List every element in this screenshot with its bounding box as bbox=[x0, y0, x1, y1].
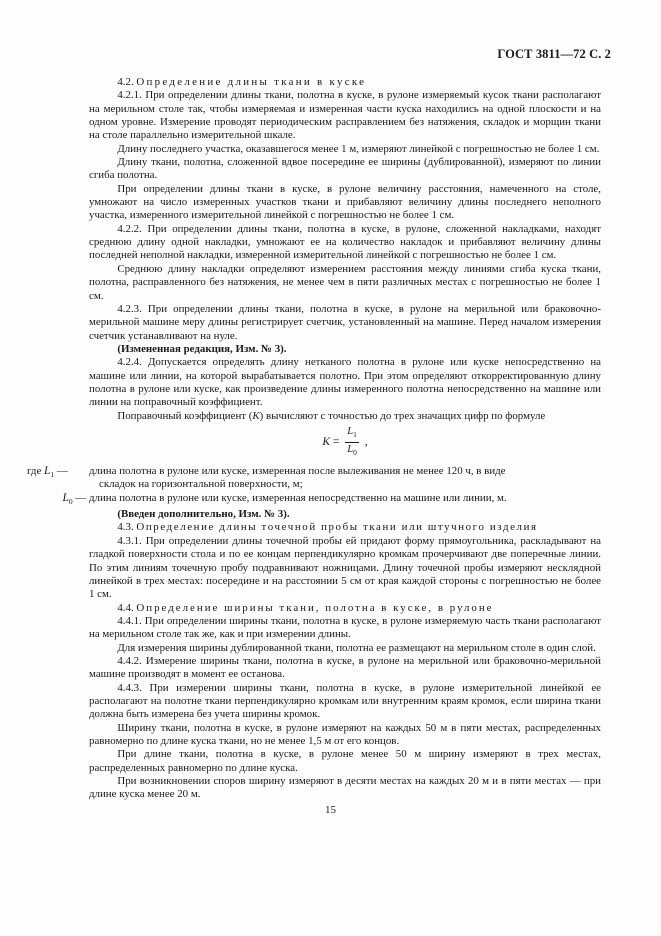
paragraph: При определении длины ткани в куске, в рулоне величину расстояния, намеченного на столе, умножают на число измеренных участков ткани и прибавляют величину длины последнего неполного участка, измеренного измерительной линейкой с погрешностью не более 1 см. bbox=[89, 182, 601, 222]
paragraph: 4.2.3. При определении длины ткани, полотна в куске, в рулоне на мерильной или браковочно-мерильной машине меру длины регистрирует счетчик, установленный на машине. Перед началом измерения счетчик устанавливают на нуле. bbox=[89, 302, 601, 342]
paragraph: 4.2.1. При определении длины ткани, полотна в куске, в рулоне измеряемый кусок ткани располагают на мерильном столе так, чтобы измеряемая и измеренная части куска находились на одной плоскости и на одном уровне. Измерение проводят периодическим расправлением без натяжения, складок и морщин ткани на столе параллельно измерительной шкале. bbox=[89, 89, 601, 142]
formula-lhs: K bbox=[322, 436, 331, 449]
section-heading-4-4: 4.4. Определение ширины ткани, полотна в куске, в рулоне bbox=[117, 601, 494, 614]
document-body bbox=[27, 76, 601, 802]
paragraph: 4.2.2. При определении длины ткани, полотна в куске, в рулоне, сложенной накладками, находят среднюю длину одной накладки, умножают ее на количество накладок и прибавляют величину длины последней неполной накладки, измеренной измерительной линейкой с погрешностью не более 1 см. bbox=[89, 222, 601, 262]
paragraph: При длине ткани, полотна в куске, в рулоне менее 50 м ширину измеряют в трех местах, распределенных равномерно по длине куска. bbox=[89, 748, 601, 774]
paragraph: 4.4.1. При определении ширины ткани, полотна в куске, в рулоне измеряемую часть ткани располагают на мерильном столе так же, как и при измерении длины. bbox=[89, 614, 601, 641]
paragraph: 4.2.4. Допускается определять длину нетканого полотна в рулоне или куске непосредственно на машине или линии, на которой вырабатывается полотно. При этом определяют откорректированную длину полотна в рулоне или куске, как произведение длины измеренного полотна непосредственно на машине или линии на поправочный коэффициент. bbox=[89, 356, 601, 409]
formula bbox=[89, 423, 601, 463]
edition-note: (Введен дополнительно, Изм. № 3). bbox=[117, 508, 290, 521]
paragraph: При возникновении споров ширину измеряют в десяти местах на каждых 20 м и в пяти местах — при длине куска менее 20 м. bbox=[89, 775, 601, 801]
paragraph: Для измерения ширины дублированной ткани, полотна ее размещают на мерильном столе в один слой. bbox=[117, 641, 596, 654]
paragraph: 4.3.1. При определении длины точечной пробы ей придают форму прямоугольника, раскладывают на гладкой поверхности стола и по ее концам перпендикулярно кромкам прочерчивают две поперечные линии. По этим линиям точечную пробу подравнивают ножницами. Длину точечной пробы измеряют несклядной линейкой в трех местах: посередине и на расстоянии 5 см от края каждой стороны с погрешностью не более 1 см. bbox=[89, 534, 601, 601]
formula-eq: = bbox=[330, 436, 343, 449]
edition-note: (Измененная редакция, Изм. № 3). bbox=[117, 342, 287, 355]
paragraph: 4.4.3. При измерении ширины ткани, полотна в куске, в рулоне измерительной линейкой ее располагают на полотне ткани перпендикулярно кромкам или внутренним краям кромок, если ширина ткани должна быть измерена без учета ширины кромок. bbox=[89, 681, 601, 721]
document-header: ГОСТ 3811—72 С. 2 bbox=[497, 47, 611, 61]
definition-l0: $L_0$ — длина полотна в рулоне или куске, измеренная непосредственно на машине или линии, м. bbox=[62, 491, 507, 506]
paragraph: Длину ткани, полотна, сложенной вдвое посередине ее ширины (дублированной), измеряют по линии сгиба полотна. bbox=[89, 156, 601, 182]
formula-fraction: $\frac{L_1}{L_0}$ bbox=[347, 426, 357, 458]
paragraph: Длину последнего участка, оказавшегося менее 1 м, измеряют линейкой с погрешностью не более 1 см. bbox=[117, 142, 600, 155]
definition-l1: где $L_1$ — длина полотна в рулоне или куске, измеренная после вылеживания не менее 120 ч, в виде складок на горизонтальной поверхности, м; bbox=[27, 464, 506, 491]
section-heading-4-2: 4.2. Определение длины ткани в куске bbox=[117, 76, 367, 88]
paragraph: 4.4.2. Измерение ширины ткани, полотна в куске, в рулоне на мерильной или браковочно-мерильной машине производят в момент ее останова. bbox=[89, 654, 601, 681]
paragraph: Поправочный коэффициент (K) вычисляют с точностью до трех значащих цифр по формуле bbox=[117, 409, 546, 422]
section-heading-4-3: 4.3. Определение длины точечной пробы ткани или штучного изделия bbox=[117, 521, 538, 534]
formula-tail: , bbox=[361, 436, 368, 449]
paragraph: Ширину ткани, полотна в куске, в рулоне измеряют на каждых 50 м в пяти местах, распределенных равномерно по длине куска ткани, но не менее 1,5 м от его концов. bbox=[89, 721, 601, 747]
definitions bbox=[27, 464, 601, 508]
paragraph: Среднюю длину накладки определяют измерением расстояния между линиями сгиба куска ткани, полотна, расправленного без натяжения, не менее чем в пяти различных местах с погрешностью не более 1 см. bbox=[89, 262, 601, 302]
page-number: 15 bbox=[325, 804, 336, 816]
